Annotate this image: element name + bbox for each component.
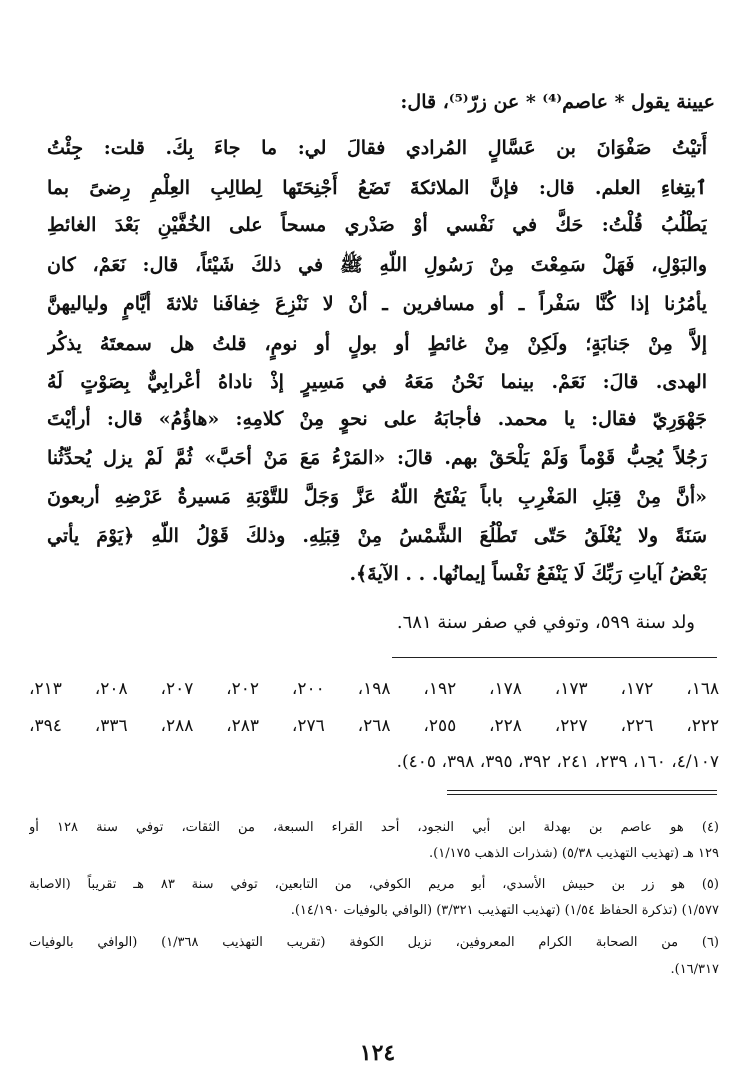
hadith-line: يَطْلُبُ قُلْتُ: حَكَّ في نَفْسي أوْ صَدْري مسحاً على الخُفَّيْنِ بَعْدَ الغائطِ <box>47 214 707 236</box>
footnote-line: ١/٥٧٧) (تذكرة الحفاظ ١/٥٤) (تهذيب التهذيب ٣/٣٢١) (الوافي بالوفيات ١٤/١٩٠). <box>290 903 719 918</box>
reference-line: ٢٢٢، ٢٢٦، ٢٢٧، ٢٢٨، ٢٥٥، ٢٦٨، ٢٧٦، ٢٨٣، ٢٨٨، ٣٣٦، ٣٩٤، <box>29 716 719 736</box>
hadith-line: يأمُرُنا إذا كُنَّا سَفْراً ـ أو مسافرين ـ أنْ لا نَنْزِعَ خِفافَنا ثلاثةَ أيَّامٍ ولياليهنَّ <box>47 293 707 315</box>
reference-line: ١٦٨، ١٧٢، ١٧٣، ١٧٨، ١٩٢، ١٩٨، ٢٠٠، ٢٠٢، ٢٠٧، ٢٠٨، ٢١٣، <box>29 679 719 699</box>
footnote-line: ١٦/٣١٧). <box>670 962 719 977</box>
section-divider <box>392 657 717 658</box>
hadith-line: سَنَةً ولا يُغْلَقُ حَتّى تَطْلُعَ الشَّمْسُ مِنْ قِبَلِهِ. وذلكَ قَوْلُ اللّهِ ﴿يَوْمَ يأتي <box>47 525 707 547</box>
hadith-line: رَجُلاً يُحِبُّ قَوْماً وَلَمْ يَلْحَقْ بهم. قالَ: «المَرْءُ مَعَ مَنْ أحَبَّ» ثُمَّ لَمْ يزل يُحدِّثُنا <box>47 447 707 469</box>
footnote-line: (٤) هو عاصم بن بهدلة ابن أبي النجود، أحد القراء السبعة، من الثقات، توفي سنة ١٢٨ أو <box>29 820 719 835</box>
hadith-line: عيينة يقول * عاصم⁽⁴⁾ * عن زرّ⁽⁵⁾، قال: <box>400 91 715 113</box>
hadith-line: إلاَّ مِنْ جَنابَةٍ؛ ولَكِنْ مِنْ غائطٍ أو بولٍ أو نومٍ، قلتُ هل سمعتَهُ يذكُر <box>47 333 707 355</box>
footnote-divider <box>447 790 717 791</box>
hadith-line: الهدى. قالَ: نَعَمْ. بينما نَحْنُ مَعَهُ في مَسِيرٍ إذْ ناداهُ أعْرابِيٌّ بِصَوْتٍ لَهُ <box>47 371 707 393</box>
footnote-line: ١٢٩ هـ (تهذيب التهذيب ٥/٣٨) (شذرات الذهب ١/١٧٥). <box>429 846 719 861</box>
reference-line: ٤/١٠٧، ١٦٠، ٢٣٩، ٢٤١، ٣٩٢، ٣٩٥، ٣٩٨، ٤٠٥). <box>396 752 719 772</box>
page-number: ١٢٤ <box>359 1040 396 1066</box>
hadith-line: أَتيْتُ صَفْوَانَ بن عَسَّالٍ المُرادي فقالَ لي: ما جاءَ بِكَ. قلت: جِئْتُ <box>47 137 707 159</box>
hadith-line: والبَوْلِ، فَهَلْ سَمِعْتَ مِنْ رَسُولِ اللّهِ ﷺ في ذلكَ شَيْئاً، قال: نَعَمْ، كان <box>47 254 707 276</box>
birth-death-note: ولد سنة ٥٩٩، وتوفي في صفر سنة ٦٨١. <box>396 612 695 633</box>
hadith-line: «أنَّ مِنْ قِبَلِ المَغْرِبِ باباً يَفْتَحُ اللّهُ عَزَّ وَجَلَّ للتَّوْبَةِ مَسيرةُ عَرْضِهِ أربعونَ <box>47 486 707 508</box>
footnote-divider <box>447 794 717 795</box>
hadith-line: ٱبتِغاءِ العلم. قال: فإنَّ الملائكةَ تَضَعُ أَجْنِحَتَها لِطالِبِ العِلْمِ رِضىً بما <box>47 177 707 199</box>
footnote-line: (٦) من الصحابة الكرام المعروفين، نزيل الكوفة (تقريب التهذيب ١/٣٦٨) (الوافي بالوفيات <box>29 935 719 950</box>
hadith-line: بَعْضُ آياتِ رَبِّكَ لَا يَنْفَعُ نَفْساً إيمانُها. . . الآيةَ﴾. <box>349 563 707 585</box>
footnote-line: (٥) هو زر بن حبيش الأسدي، أبو مريم الكوفي، من التابعين، توفي سنة ٨٣ هـ تقريباً (الاصابة <box>29 877 719 892</box>
hadith-line: جَهْوَرِيّ فقال: يا محمد. فأجابَهُ على نحوٍ مِنْ كلامِهِ: «هاؤُمُ» قال: أرأيْتَ <box>47 408 707 430</box>
